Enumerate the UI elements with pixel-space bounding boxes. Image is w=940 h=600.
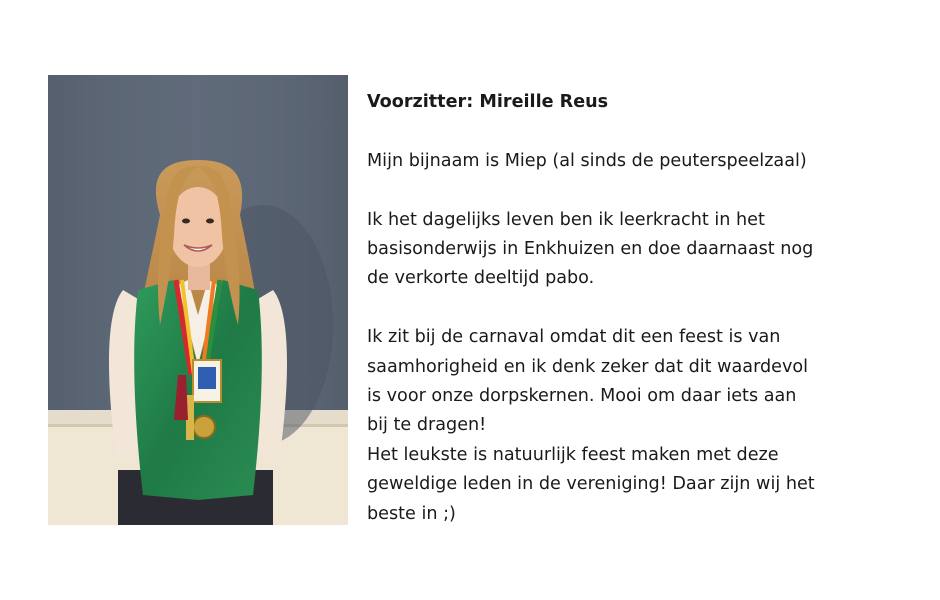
profile-text <box>367 88 887 529</box>
work-line: Ik het dagelijks leven ben ik leerkracht in het <box>367 209 765 230</box>
why-line: is voor onze dorpskernen. Mooi om daar iets aan <box>367 386 797 407</box>
why-line: bij te dragen! <box>367 415 487 436</box>
nickname-text: Mijn bijnaam is Miep (al sinds de peuterspeelzaal) <box>367 150 807 171</box>
fun-line: geweldige leden in de vereniging! Daar zijn wij het <box>367 474 815 495</box>
fun-line: beste in ;) <box>367 503 456 524</box>
work-line: basisonderwijs in Enkhuizen en doe daarnaast nog <box>367 239 814 259</box>
profile-title: Voorzitter: Mireille Reus <box>367 92 609 112</box>
why-line: saamhorigheid en ik denk zeker dat dit waardevol <box>367 356 809 377</box>
work-line: de verkorte deeltijd pabo. <box>367 268 595 289</box>
fun-line: Het leukste is natuurlijk feest maken met deze <box>367 444 779 465</box>
portrait-photo <box>48 75 348 525</box>
why-line: Ik zit bij de carnaval omdat dit een feest is van <box>367 327 781 348</box>
